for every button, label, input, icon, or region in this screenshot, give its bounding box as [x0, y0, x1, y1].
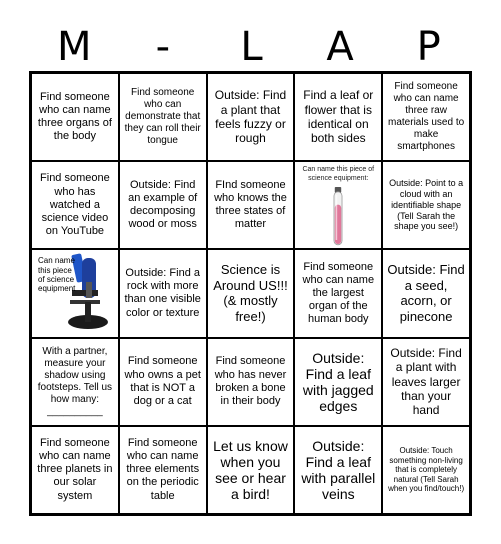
- bingo-cell-4-3[interactable]: Find someone who has never broken a bone in their body: [207, 338, 295, 426]
- bingo-cell-5-2[interactable]: Find someone who can name three elements on the periodic table: [119, 426, 207, 514]
- bingo-cell-3-3[interactable]: Science is Around US!!! (& mostly free!): [207, 249, 295, 337]
- bingo-cell-1-1[interactable]: Find someone who can name three organs of the body: [31, 73, 119, 161]
- bingo-cell-3-1[interactable]: [31, 249, 119, 337]
- title-letter-l: L: [240, 24, 263, 70]
- title-letter-p: P: [416, 24, 441, 70]
- bingo-cell-2-3[interactable]: FInd someone who knows the three states of matter: [207, 161, 295, 249]
- microscope-caption: Can name this piece of science equipment: [38, 256, 76, 293]
- bingo-grid: [29, 71, 472, 516]
- bingo-cell-4-4[interactable]: Outside: Find a leaf with jagged edges: [294, 338, 382, 426]
- bingo-cell-4-2[interactable]: Find someone who owns a pet that is NOT a dog or a cat: [119, 338, 207, 426]
- bingo-cell-4-1[interactable]: With a partner, measure your shadow using footsteps. Tell us how many: __________: [31, 338, 119, 426]
- bingo-cell-1-4[interactable]: Find a leaf or flower that is identical on both sides: [294, 73, 382, 161]
- title-letter-dash: -: [155, 24, 171, 70]
- bingo-cell-2-5[interactable]: Outside: Point to a cloud with an identifiable shape (Tell Sarah the shape you see!): [382, 161, 470, 249]
- title-letter-m: M: [57, 24, 92, 70]
- bingo-cell-5-5[interactable]: Outside: Touch something non-living that is completely natural (Tell Sarah when you find/touch!): [382, 426, 470, 514]
- test-tube-icon: [330, 187, 346, 246]
- bingo-cell-5-1[interactable]: Find someone who can name three planets in our solar system: [31, 426, 119, 514]
- bingo-cell-1-5[interactable]: Find someone who can name three raw materials used to make smartphones: [382, 73, 470, 161]
- title-letter-a: A: [326, 24, 354, 70]
- bingo-cell-3-2[interactable]: Outside: Find a rock with more than one visible color or texture: [119, 249, 207, 337]
- bingo-cell-2-4[interactable]: [294, 161, 382, 249]
- bingo-cell-5-4[interactable]: Outside: Find a leaf with parallel veins: [294, 426, 382, 514]
- bingo-cell-3-4[interactable]: Find someone who can name the largest organ of the human body: [294, 249, 382, 337]
- test-tube-caption: Can name this piece of science equipment:: [302, 166, 375, 182]
- bingo-cell-5-3[interactable]: Let us know when you see or hear a bird!: [207, 426, 295, 514]
- bingo-cell-2-2[interactable]: Outside: Find an example of decomposing wood or moss: [119, 161, 207, 249]
- bingo-title: [30, 22, 473, 72]
- bingo-cell-3-5[interactable]: Outside: Find a seed, acorn, or pinecone: [382, 249, 470, 337]
- bingo-cell-1-2[interactable]: Find someone who can demonstrate that they can roll their tongue: [119, 73, 207, 161]
- bingo-cell-1-3[interactable]: Outside: Find a plant that feels fuzzy or rough: [207, 73, 295, 161]
- bingo-cell-4-5[interactable]: Outside: Find a plant with leaves larger than your hand: [382, 338, 470, 426]
- bingo-cell-2-1[interactable]: Find someone who has watched a science video on YouTube: [31, 161, 119, 249]
